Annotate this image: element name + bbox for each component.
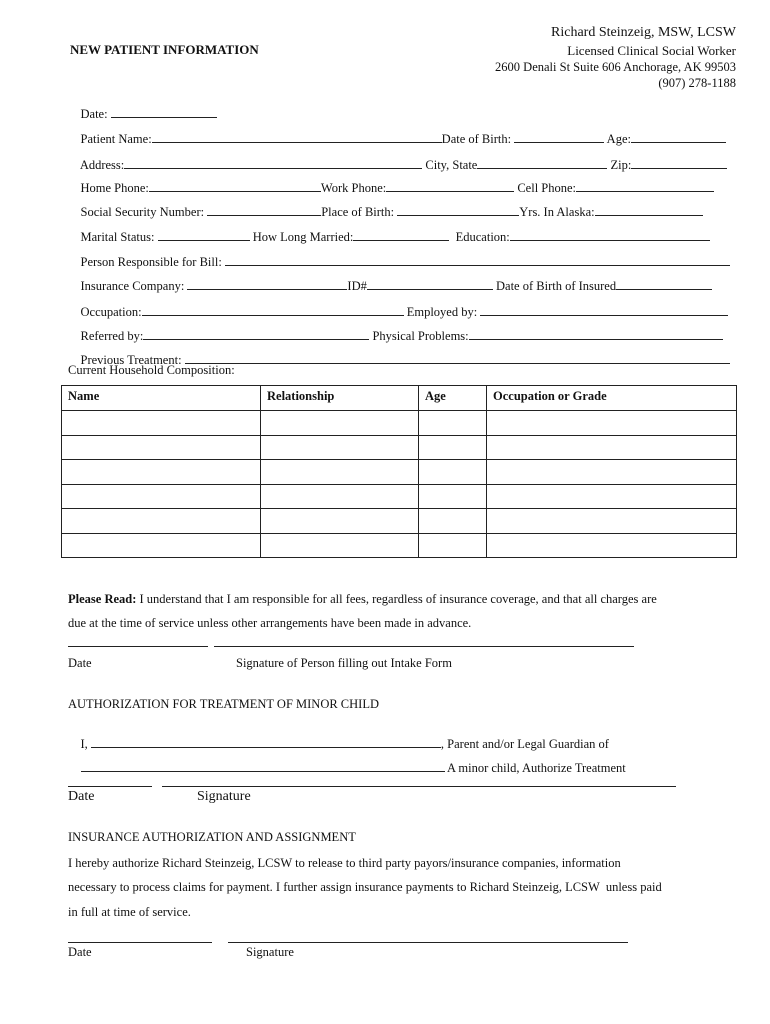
physical-problems-label: Physical Problems: xyxy=(372,329,469,343)
cell-name[interactable] xyxy=(62,460,261,485)
cell-age[interactable] xyxy=(419,460,487,485)
cell-name[interactable] xyxy=(62,509,261,534)
insurance-date-line[interactable] xyxy=(68,942,212,943)
fee-signature-line[interactable] xyxy=(214,646,634,647)
household-table xyxy=(61,385,737,558)
insurance-date-label: Date xyxy=(68,945,92,959)
work-phone-label: Work Phone: xyxy=(320,181,387,195)
city-state-label: City, State xyxy=(425,158,478,172)
cell-relationship[interactable] xyxy=(261,509,419,534)
cell-age[interactable] xyxy=(419,411,487,436)
previous-treatment-label: Previous Treatment: xyxy=(80,353,182,367)
ssn-label: Social Security Number: xyxy=(80,205,205,219)
table-row xyxy=(62,435,737,460)
cell-relationship[interactable] xyxy=(261,435,419,460)
how-long-married-label: How Long Married: xyxy=(252,230,354,244)
provider-address: 2600 Denali St Suite 606 Anchorage, AK 99503 xyxy=(495,60,736,74)
table-row xyxy=(62,460,737,485)
marital-status-label: Marital Status: xyxy=(80,230,155,244)
cell-name[interactable] xyxy=(62,484,261,509)
occupation-label: Occupation: xyxy=(80,305,142,319)
form-title: NEW PATIENT INFORMATION xyxy=(70,42,259,57)
table-row xyxy=(62,484,737,509)
insurance-company-label: Insurance Company: xyxy=(80,279,185,293)
dob-insured-field[interactable] xyxy=(616,279,712,290)
cell-occupation[interactable] xyxy=(487,484,737,509)
minor-date-label: Date xyxy=(68,789,95,804)
insurance-text3: in full at time of service. xyxy=(68,905,191,919)
dob-label: Date of Birth: xyxy=(441,132,512,146)
minor-signature-label: Signature xyxy=(197,789,251,804)
please-read-text2: due at the time of service unless other arrangements have been made in advance. xyxy=(68,616,472,630)
home-phone-label: Home Phone: xyxy=(80,181,149,195)
minor-heading: AUTHORIZATION FOR TREATMENT OF MINOR CHILD xyxy=(68,697,379,711)
date-label: Date: xyxy=(80,107,108,121)
place-of-birth-label: Place of Birth: xyxy=(321,205,395,219)
table-row xyxy=(62,411,737,436)
minor-date-line[interactable] xyxy=(68,786,152,787)
previous-treatment-field[interactable] xyxy=(185,353,730,364)
fee-date-line[interactable] xyxy=(68,646,208,647)
address-label: Address: xyxy=(79,158,125,172)
minor-signature-line[interactable] xyxy=(162,786,676,787)
please-read-text1: I understand that I am responsible for all fees, regardless of insurance coverage, and that all charges are xyxy=(136,592,657,606)
cell-relationship[interactable] xyxy=(261,484,419,509)
minor-line2-suffix: A minor child, Authorize Treatment xyxy=(446,761,626,775)
table-row xyxy=(62,509,737,534)
please-read-label: Please Read: xyxy=(68,592,137,606)
col-header-name: Name xyxy=(62,386,261,411)
table-row xyxy=(62,533,737,558)
education-label: Education: xyxy=(455,230,510,244)
dob-insured-label: Date of Birth of Insured xyxy=(496,279,617,293)
col-header-age: Age xyxy=(419,386,487,411)
fee-signature-label: Signature of Person filling out Intake Form xyxy=(236,656,452,670)
minor-line2 xyxy=(68,746,736,791)
col-header-relationship: Relationship xyxy=(261,386,419,411)
household-label: Current Household Composition: xyxy=(68,363,235,377)
cell-age[interactable] xyxy=(419,435,487,460)
cell-age[interactable] xyxy=(419,509,487,534)
person-responsible-label: Person Responsible for Bill: xyxy=(80,255,222,269)
cell-occupation[interactable] xyxy=(487,460,737,485)
minor-line1-suffix: , Parent and/or Legal Guardian of xyxy=(440,737,609,751)
cell-name[interactable] xyxy=(62,411,261,436)
minor-line1-prefix: I, xyxy=(80,737,88,751)
age-label: Age: xyxy=(606,132,631,146)
cell-relationship[interactable] xyxy=(261,533,419,558)
provider-name: Richard Steinzeig, MSW, LCSW xyxy=(551,25,736,40)
cell-occupation[interactable] xyxy=(487,533,737,558)
please-read-line1 xyxy=(68,592,657,607)
insurance-text1: I hereby authorize Richard Steinzeig, LCSW to release to third party payors/insurance companies, information xyxy=(68,856,621,870)
cell-relationship[interactable] xyxy=(261,460,419,485)
cell-occupation[interactable] xyxy=(487,509,737,534)
id-field[interactable] xyxy=(367,279,493,290)
zip-label: Zip: xyxy=(610,158,632,172)
patient-name-field[interactable] xyxy=(152,132,442,143)
insurance-heading: INSURANCE AUTHORIZATION AND ASSIGNMENT xyxy=(68,830,356,844)
cell-age[interactable] xyxy=(419,484,487,509)
dob-field[interactable] xyxy=(514,132,604,143)
insurance-signature-line[interactable] xyxy=(228,942,628,943)
cell-occupation[interactable] xyxy=(487,435,737,460)
provider-phone: (907) 278-1188 xyxy=(658,76,736,90)
yrs-alaska-label: Yrs. In Alaska: xyxy=(519,205,595,219)
age-field[interactable] xyxy=(631,132,726,143)
cell-name[interactable] xyxy=(62,435,261,460)
referred-by-label: Referred by: xyxy=(80,329,144,343)
insurance-text2: necessary to process claims for payment. I further assign insurance payments to Richard Steinzeig, LCSW unless paid xyxy=(68,880,662,894)
insurance-signature-label: Signature xyxy=(246,945,294,959)
cell-relationship[interactable] xyxy=(261,411,419,436)
cell-age[interactable] xyxy=(419,533,487,558)
cell-name[interactable] xyxy=(62,533,261,558)
fee-date-label: Date xyxy=(68,656,92,670)
cell-phone-label: Cell Phone: xyxy=(517,181,577,195)
provider-title: Licensed Clinical Social Worker xyxy=(567,43,736,58)
col-header-occupation: Occupation or Grade xyxy=(487,386,737,411)
insurance-company-field[interactable] xyxy=(187,279,347,290)
household-header-row xyxy=(62,386,737,411)
patient-name-label: Patient Name: xyxy=(80,132,152,146)
employed-by-label: Employed by: xyxy=(406,305,478,319)
minor-child-name-field[interactable] xyxy=(81,761,445,772)
id-label: ID# xyxy=(347,279,367,293)
cell-occupation[interactable] xyxy=(487,411,737,436)
